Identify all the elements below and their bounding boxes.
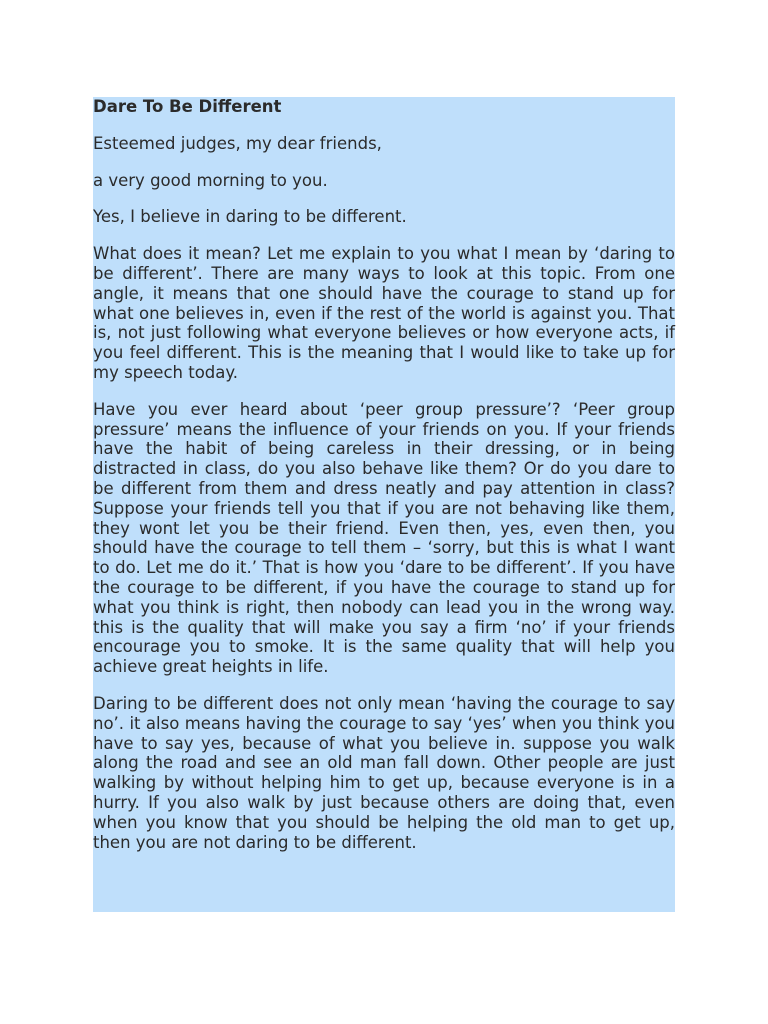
paragraph-meaning: What does it mean? Let me explain to you what I mean by ‘daring to be different’. There are many ways to look at this topic. From one angle, it means that one should have the courage to stand up for what one believes in, even if the rest of the world is against you. That is, not just following what everyone believes or how everyone acts, if you feel different. This is the meaning that I would like to take up for my speech today. — [93, 244, 675, 382]
paragraph-morning: a very good morning to you. — [93, 170, 328, 190]
document-title: Dare To Be Different — [93, 97, 282, 116]
paragraph-peer-pressure: Have you ever heard about ‘peer group pressure’? ‘Peer group pressure’ means the influence of your friends on you. If your friends have the habit of being careless in their dressing, or in being distracted in class, do you also behave like them? Or do you dare to be different from them and dress neatly and pay attention in class? Suppose your friends tell you that if you are not behaving like them, they wont let you be their friend. Even then, yes, even then, you should have the courage to tell them – ‘sorry, but this is what I want to do. Let me do it.’ That is how you ‘dare to be different’. If you have the courage to be different, if you have the courage to stand up for what you think is right, then nobody can lead you in the wrong way. this is the quality that will make you say a firm ‘no’ if your friends encourage you to smoke. It is the same quality that will help you achieve great heights in life. — [93, 399, 675, 677]
highlighted-text-block — [93, 97, 675, 912]
paragraph-saying-yes: Daring to be different does not only mean ‘having the courage to say no’. it also means having the courage to say ‘yes’ when you think you have to say yes, because of what you believe in. suppose you walk along the road and see an old man fall down. Other people are just walking by without helping him to get up, because everyone is in a hurry. If you also walk by just because others are doing that, even when you know that you should be helping the old man to get up, then you are not daring to be different. — [93, 693, 675, 852]
paragraph-belief: Yes, I believe in daring to be different. — [93, 207, 407, 227]
paragraph-greeting: Esteemed judges, my dear friends, — [93, 133, 382, 153]
